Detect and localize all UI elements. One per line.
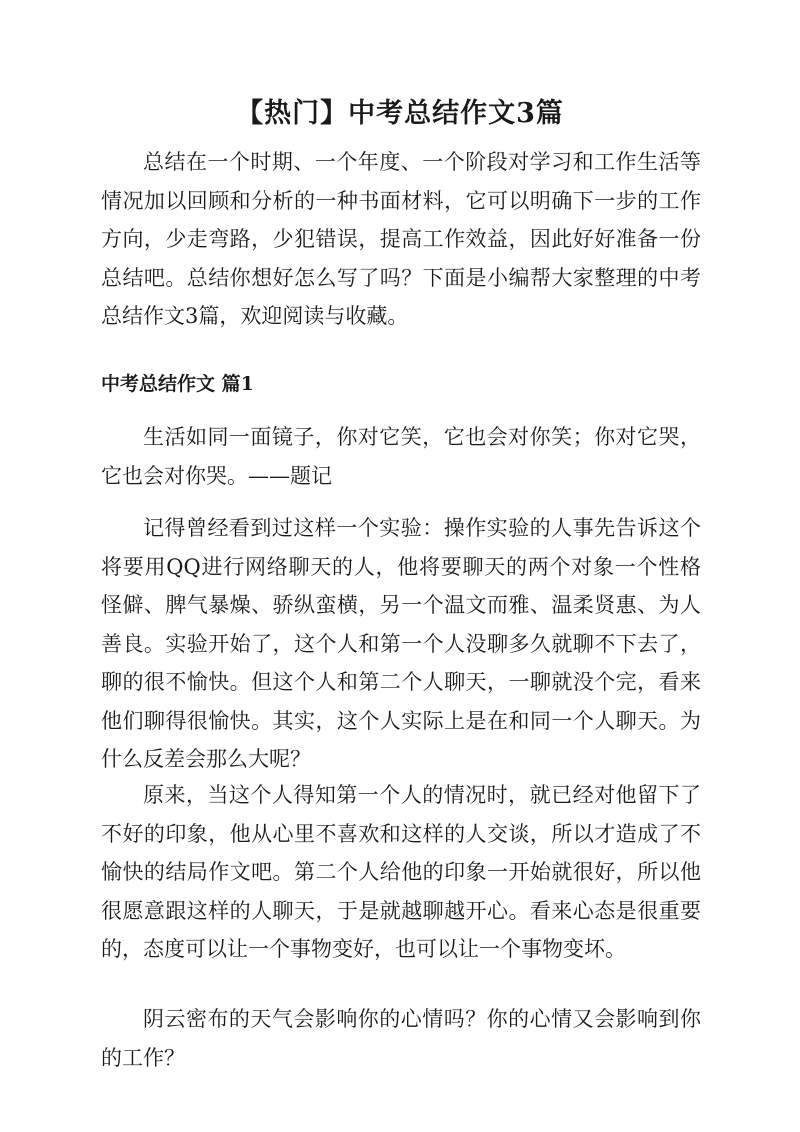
body-paragraph-explanation: 原来，当这个人得知第一个人的情况时，就已经对他留下了不好的印象，他从心里不喜欢和这样的人交谈，所以才造成了不愉快的结局作文吧。第二个人给他的印象一开始就很好，所以他很愿意跟这样的人聊天，于是就越聊越开心。看来心态是很重要的，态度可以让一个事物变好，也可以让一个事物变坏。 (101, 783, 701, 961)
section-heading: 中考总结作文 篇1 (101, 373, 254, 395)
document-title: 【热门】中考总结作文3篇 (236, 98, 564, 129)
intro-paragraph: 总结在一个时期、一个年度、一个阶段对学习和工作生活等情况加以回顾和分析的一种书面材料，它可以明确下一步的工作方向，少走弯路，少犯错误，提高工作效益，因此好好准备一份总结吧。总结你想好怎么写了吗？下面是小编帮大家整理的中考总结作文3篇，欢迎阅读与收藏。 (101, 150, 701, 328)
body-paragraph-epigraph: 生活如同一面镜子，你对它笑，它也会对你笑；你对它哭，它也会对你哭。——题记 (101, 425, 701, 488)
body-paragraph-question: 阴云密布的天气会影响你的心情吗？你的心情又会影响到你的工作？ (101, 1007, 701, 1070)
body-paragraph-experiment: 记得曾经看到过这样一个实验：操作实验的人事先告诉这个将要用QQ进行网络聊天的人，他将要聊天的两个对象一个性格怪僻、脾气暴燥、骄纵蛮横，另一个温文而雅、温柔贤惠、为人善良。实验开始了，这个人和第一个人没聊多久就聊不下去了，聊的很不愉快。但这个人和第二个人聊天，一聊就没个完，看来他们聊得很愉快。其实，这个人实际上是在和同一个人聊天。为什么反差会那么大呢？ (101, 516, 701, 771)
